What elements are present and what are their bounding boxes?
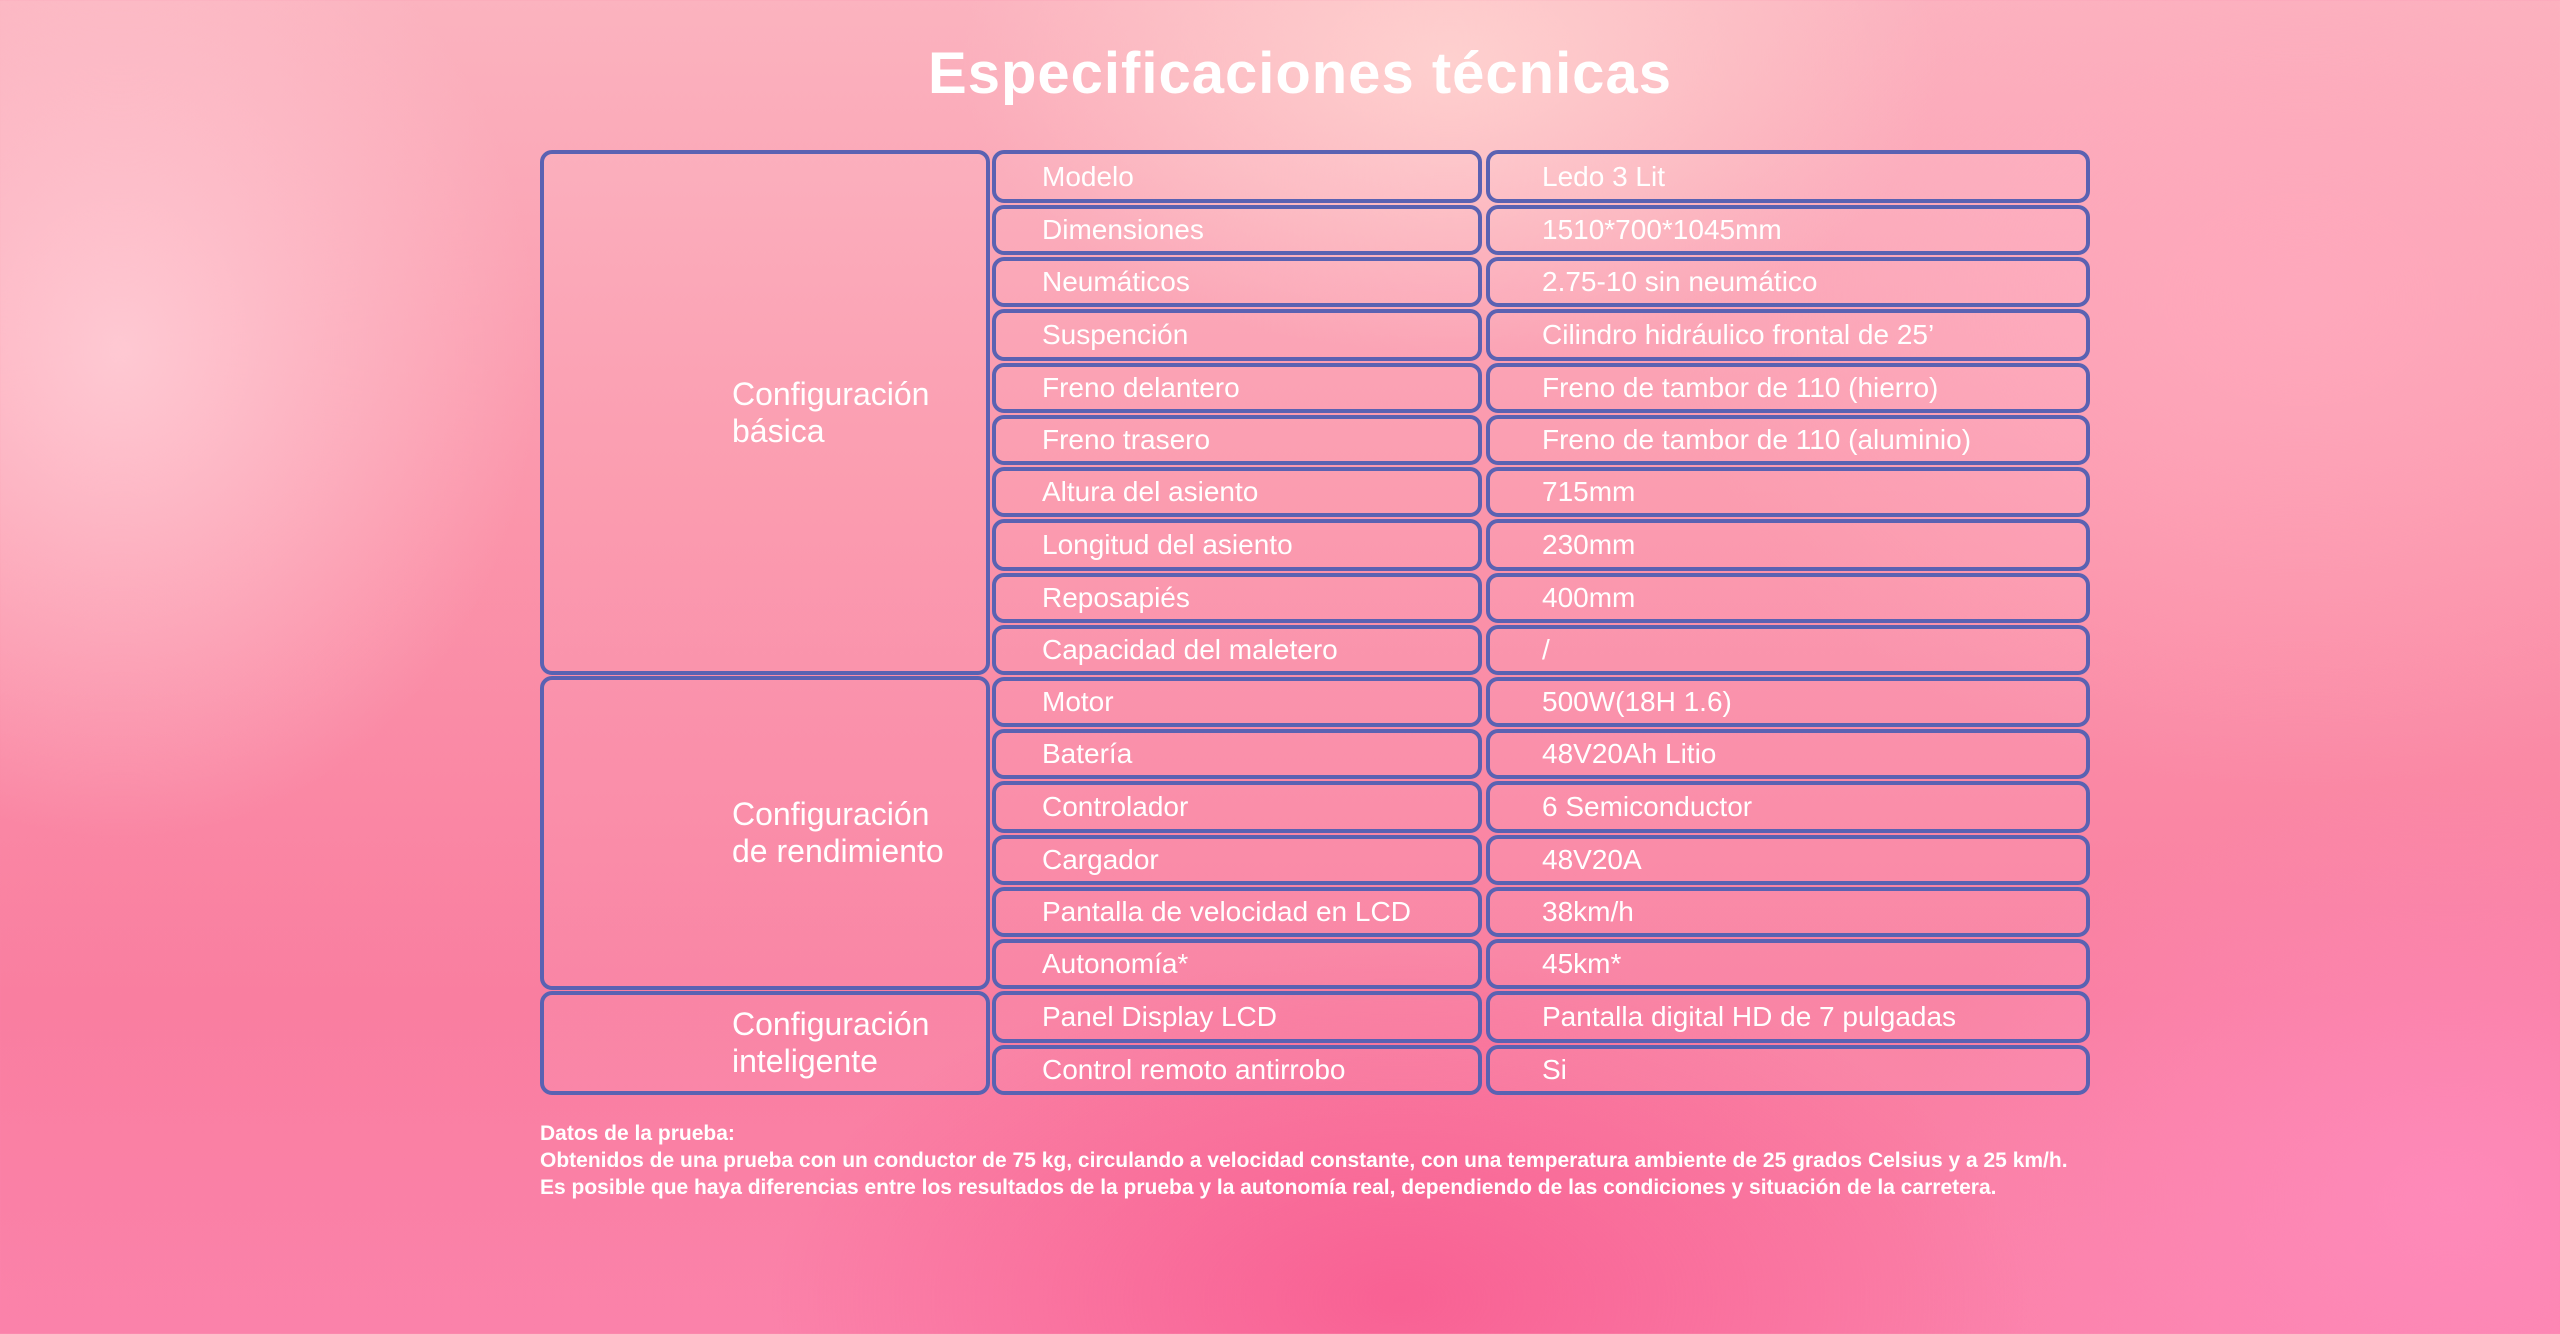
spec-value-cell: Pantalla digital HD de 7 pulgadas [1486, 991, 2090, 1043]
spec-value-cell: 500W(18H 1.6) [1486, 677, 2090, 727]
spec-value-cell: / [1486, 625, 2090, 675]
spec-name-cell: Freno delantero [992, 363, 1482, 413]
spec-name-cell: Reposapiés [992, 573, 1482, 623]
footnote-body: Obtenidos de una prueba con un conductor de 75 kg, circulando a velocidad constante, con una temperatura ambiente de 25 grados Celsius y a 25 km/h. Es posible que haya diferencias entre los resultados de la prueba y la autonomía real, dependiendo de las condiciones y situación de la carretera. [540, 1149, 2068, 1199]
spec-value-cell: 48V20A [1486, 835, 2090, 885]
page-title: Especificaciones técnicas [928, 41, 1672, 106]
spec-value-cell: 6 Semiconductor [1486, 781, 2090, 833]
spec-name-cell: Panel Display LCD [992, 991, 1482, 1043]
group-basic-config [540, 150, 990, 675]
spec-name-cell: Longitud del asiento [992, 519, 1482, 571]
group-performance-config [540, 676, 990, 990]
group-smart-config [540, 991, 990, 1095]
spec-name-cell: Cargador [992, 835, 1482, 885]
footnote-heading: Datos de la prueba: [540, 1122, 735, 1145]
spec-name-cell: Altura del asiento [992, 467, 1482, 517]
spec-name-cell: Modelo [992, 150, 1482, 203]
spec-name-cell: Suspención [992, 309, 1482, 361]
spec-value-cell: 400mm [1486, 573, 2090, 623]
spec-value-cell: 2.75-10 sin neumático [1486, 257, 2090, 307]
footnote [540, 1120, 2090, 1201]
spec-name-cell: Batería [992, 729, 1482, 779]
spec-name-cell: Dimensiones [992, 205, 1482, 255]
spec-value-cell: 48V20Ah Litio [1486, 729, 2090, 779]
spec-value-cell: 45km* [1486, 939, 2090, 989]
spec-value-cell: 230mm [1486, 519, 2090, 571]
spec-name-cell: Autonomía* [992, 939, 1482, 989]
spec-name-cell: Freno trasero [992, 415, 1482, 465]
spec-value-cell: Si [1486, 1045, 2090, 1095]
spec-name-cell: Pantalla de velocidad en LCD [992, 887, 1482, 937]
group-basic-label: Configuración básica [732, 375, 930, 449]
spec-value-cell: 38km/h [1486, 887, 2090, 937]
spec-name-cell: Capacidad del maletero [992, 625, 1482, 675]
spec-name-cell: Motor [992, 677, 1482, 727]
spec-value-cell: 715mm [1486, 467, 2090, 517]
spec-name-cell: Neumáticos [992, 257, 1482, 307]
group-performance-label: Configuración de rendimiento [732, 796, 944, 869]
group-smart-label: Configuración inteligente [732, 1006, 930, 1079]
spec-name-cell: Control remoto antirrobo [992, 1045, 1482, 1095]
spec-name-cell: Controlador [992, 781, 1482, 833]
spec-value-cell: Ledo 3 Lit [1486, 150, 2090, 203]
spec-value-cell: Freno de tambor de 110 (aluminio) [1486, 415, 2090, 465]
spec-value-cell: 1510*700*1045mm [1486, 205, 2090, 255]
spec-value-cell: Cilindro hidráulico frontal de 25’ [1486, 309, 2090, 361]
spec-value-cell: Freno de tambor de 110 (hierro) [1486, 363, 2090, 413]
